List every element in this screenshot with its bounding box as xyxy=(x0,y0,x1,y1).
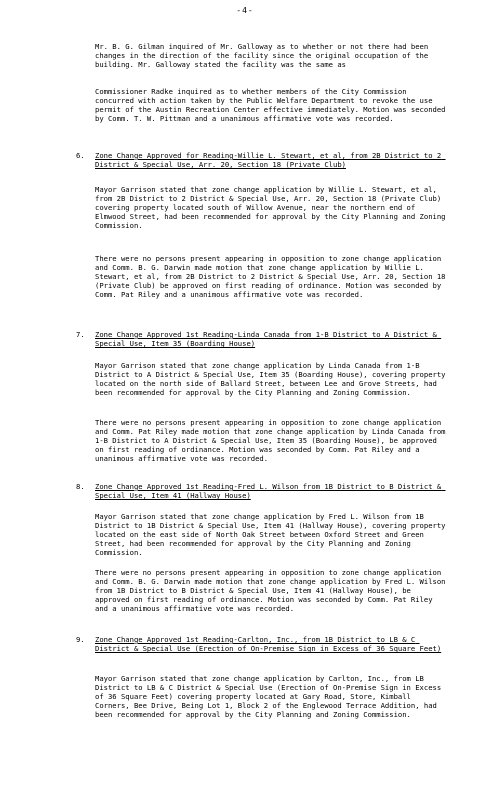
item-heading-text: Zone Change Approved for Reading-Willie L. Stewart, et al, from 2B District to 2 District & Special Use, Arr. 20, Section 18 (Private Club) xyxy=(95,151,446,170)
item-number: 7. xyxy=(76,330,85,339)
item-heading xyxy=(95,330,447,348)
paragraph: Mayor Garrison stated that zone change application by Linda Canada from 1-B District to A District & Special Use, Item 35 (Boarding House), covering property located on the north side of Ballard Street, between Lee and Grove Streets, had been recommended for approval by the City Planning and Zoning Commission. xyxy=(95,361,450,398)
paragraph: There were no persons present appearing in opposition to zone change application and Comm. Pat Riley made motion that zone change application by Linda Canada from 1-B District to A District & Special Use, Item 35 (Boarding House), be approved on first reading of ordinance. Motion was seconded by Comm. Pat Riley and a unanimous affirmative vote was recorded. xyxy=(95,418,450,464)
paragraph: Mayor Garrison stated that zone change application by Fred L. Wilson from 1B District to 1B District & Special Use, Item 41 (Hallway House), covering property located on the east side of North Oak Street between Oxford Street and Green Street, had been recommended for approval by the City Planning and Zoning Commission. xyxy=(95,512,450,558)
paragraph: Commissioner Radke inquired as to whether members of the City Commission concurred with action taken by the Public Welfare Department to revoke the use permit of the Austin Recreation Center effective immediately. Motion was seconded by Comm. T. W. Pittman and a unanimous affirmative vote was recorded. xyxy=(95,87,450,124)
paragraph: Mr. B. G. Gilman inquired of Mr. Galloway as to whether or not there had been changes in the direction of the facility since the original occupation of the building. Mr. Galloway stated the facility was the same as xyxy=(95,42,433,70)
item-heading xyxy=(95,151,447,169)
item-heading-text: Zone Change Approved 1st Reading-Carlton, Inc., from 1B District to LB & C District & Special Use (Erection of On-Premise Sign in Excess of 36 Square Feet) xyxy=(95,635,442,654)
item-heading-text: Zone Change Approved 1st Reading-Fred L. Wilson from 1B District to B District & Special Use, Item 41 (Hallway House) xyxy=(95,482,446,501)
item-number: 9. xyxy=(76,635,85,644)
page-number: -4- xyxy=(236,6,254,15)
item-heading-text: Zone Change Approved 1st Reading-Linda Canada from 1-B District to A District & Special Use, Item 35 (Boarding House) xyxy=(95,330,442,349)
item-heading xyxy=(95,635,447,653)
paragraph: Mayor Garrison stated that zone change application by Carlton, Inc., from LB District to LB & C District & Special Use (Erection of On-Premise Sign in Excess of 36 Square Feet) covering property located at Gary Road, Store, Kimball Corners, Bee Drive, Being Lot 1, Block 2 of the Englewood Terrace Addition, had been recommended for approval by the City Planning and Zoning Commission. xyxy=(95,674,446,720)
paragraph: There were no persons present appearing in opposition to zone change application and Comm. B. G. Darwin made motion that zone change application by Fred L. Wilson from 1B District to B District & Special Use, Item 41 (Hallway House), be approved on first reading of ordinance. Motion was seconded by Comm. Pat Riley and a unanimous affirmative vote was recorded. xyxy=(95,568,450,614)
paragraph: Mayor Garrison stated that zone change application by Willie L. Stewart, et al, from 2B District to 2 District & Special Use, Arr. 20, Section 18 (Private Club) covering property located south of Willow Avenue, near the northern end of Elmwood Street, had been recommended for approval by the City Planning and Zoning Commission. xyxy=(95,185,450,231)
item-number: 8. xyxy=(76,482,85,491)
item-number: 6. xyxy=(76,151,85,160)
item-heading xyxy=(95,482,447,500)
paragraph: There were no persons present appearing in opposition to zone change application and Comm. B. G. Darwin made motion that zone change application by Willie L. Stewart, et al, from 2B District to 2 District & Special Use, Arr. 20, Section 18 (Private Club) be approved on first reading of ordinance. Motion was seconded by Comm. Pat Riley and a unanimous affirmative vote was recorded. xyxy=(95,254,450,300)
